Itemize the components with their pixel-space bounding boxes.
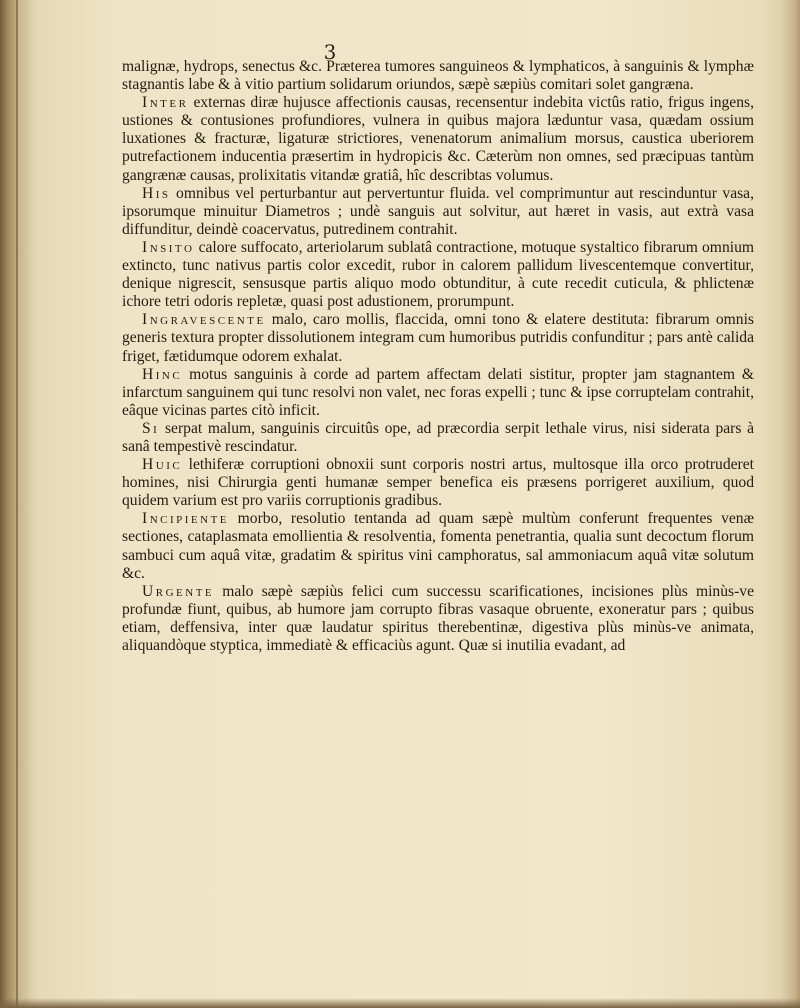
page-edge-right [782,0,800,1008]
body-text [122,58,754,655]
paragraph-lead-word: Ingravescente [142,311,266,329]
paragraph [122,420,754,456]
paragraph-text: morbo, resolutio tentanda ad quam sæpè multùm conferunt frequentes venæ sectiones, cataplasmata emollientia & resolventia, fomenta penetrantia, qualia sunt decoctum florum sambuci cum aquâ vitæ, gradatim & spiritus vini camphoratus, sal ammoniacum aquâ vitæ solutum &c. [122,510,754,582]
paragraph-lead-word: His [142,184,171,202]
paragraph-lead-word: Incipiente [142,510,230,528]
paragraph-text: serpat malum, sanguinis circuitûs ope, ad præcordia serpit lethale virus, nisi siderata pars à sanâ tempestivè rescindatur. [122,419,754,455]
paragraph [122,456,754,510]
paragraph-text: malo, caro mollis, flaccida, omni tono & elatere destituta: fibrarum omnis generis textura propter dissolutionem integram cum humoribus putridis confunditur ; pars antè calida friget, fætidumque odorem exhalat. [122,311,754,365]
page-binding [0,0,34,1008]
paragraph-lead-word: Urgente [142,582,215,600]
paragraph [122,185,754,239]
paragraph-lead-word: Huic [142,456,183,474]
paragraph-text: calore suffocato, arteriolarum sublatâ contractione, motuque systaltico fibrarum omnium extincto, tunc nativus partis color excedit, rubor in calorem pallidum livescentemque convertitur, denique nigrescit, sensusque partis aliquo modo obtunditur, à cute recedit cuticula, & phlictenæ ichore tetri odoris repletæ, quasi post adustionem, prorumpunt. [122,238,754,311]
paragraph [122,510,754,582]
paragraph [122,366,754,420]
paragraph-text: motus sanguinis à corde ad partem affectam delati sistitur, propter jam stagnantem & infarctum sanguinem qui tunc resolvi non valet, nec foras expelli ; tunc & ipse corruptelam contrahit, eâque vicinas partes citò inficit. [122,365,754,419]
paragraph [122,94,754,184]
paragraph-lead-word: Insito [142,238,195,256]
paragraph-lead-word: Si [142,419,160,437]
binding-line [16,0,18,1008]
paragraph [122,58,754,94]
paragraph-text: malo sæpè sæpiùs felici cum successu scarificationes, incisiones plùs minùs-ve profundæ fiunt, quibus, ab humore jam corrupto fibras vasaque obruente, exoneratur pars ; quibus etiam, deffensiva, inter quæ laudatur spiritus therebentinæ, digestiva plùs minùs-ve animata, aliquandòque styptica, immediatè & efficaciùs agunt. Quæ si inutilia evadant, ad [122,582,754,654]
paragraph [122,583,754,655]
paragraph-text: malignæ, hydrops, senectus &c. Præterea tumores sanguineos & lymphaticos, à sanguinis & lymphæ stagnantis labe & à vitio partium solidarum oriundos, sæpè sæpiùs comitari solet gangræna. [122,58,754,94]
paragraph-lead-word: Hinc [142,365,183,383]
paragraph [122,311,754,365]
paragraph-text: omnibus vel perturbantur aut pervertuntur fluida. vel comprimuntur aut rescinduntur vasa, ipsorumque minuitur Diametros ; undè sanguis aut solvitur, aut hæret in vasis, aut extrà vasa diffunditur, deindè coacervatus, putredinem contrahit. [122,184,754,238]
paragraph-text: externas diræ hujusce affectionis causas, recensentur indebita victûs ratio, frigus ingens, ustiones & contusiones profundiores, vulnera in quibus majora læduntur vasa, quædam ossium luxationes & fracturæ, ligaturæ strictiores, venenatorum animalium morsus, caustica uberiorem putrefactionem inducentia præsertim in hydropicis &c. Cæterùm non omnes, sed præcipuas tantùm gangrænæ causas, prolixitatis vitandæ gratiâ, hîc describtas volumus. [122,94,754,184]
paragraph-lead-word: Inter [142,94,189,112]
signature-mark: 3 [323,40,337,64]
page-edge-bottom [0,998,800,1008]
paragraph-text: lethiferæ corruptioni obnoxii sunt corporis nostri artus, multosque illa orco protruderet homines, nisi Chirurgia genti humanæ semper benefica eis præsens porrigeret auxilium, quod quidem varium est pro variis corruptionis gradibus. [122,456,754,510]
paragraph [122,239,754,311]
